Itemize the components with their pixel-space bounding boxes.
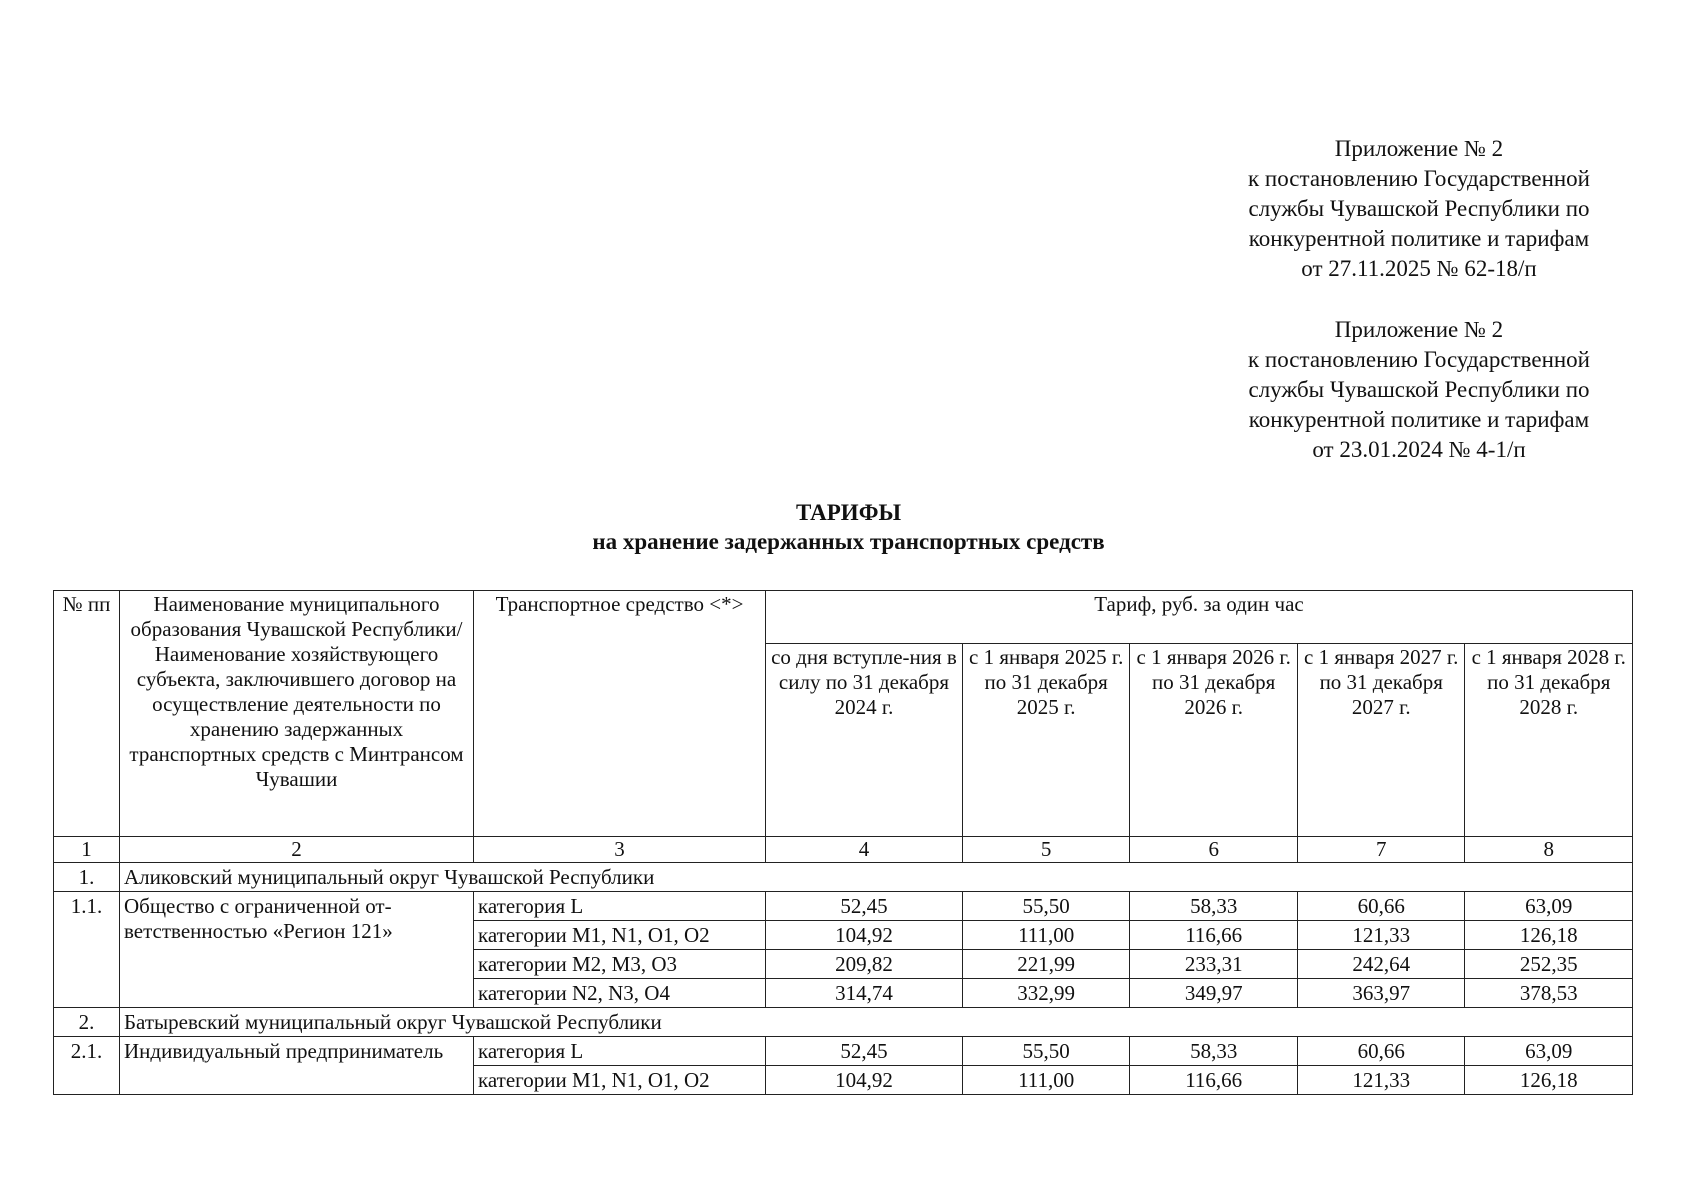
appendix-line: конкурентной политике и тарифам — [1248, 407, 1590, 432]
tariff-value: 363,97 — [1297, 979, 1465, 1008]
header-period: с 1 января 2026 г. по 31 декабря 2026 г. — [1130, 644, 1298, 837]
tariff-value: 221,99 — [962, 950, 1130, 979]
header-period: с 1 января 2027 г. по 31 декабря 2027 г. — [1297, 644, 1465, 837]
tariff-value: 104,92 — [766, 921, 963, 950]
section-row — [54, 1008, 1633, 1037]
appendix-line: службы Чувашской Республики по — [1248, 196, 1590, 221]
tariff-value: 349,97 — [1130, 979, 1298, 1008]
column-number: 8 — [1465, 837, 1633, 863]
column-number: 2 — [120, 837, 474, 863]
header-period: со дня вступле-ния в силу по 31 декабря 2024 г. — [766, 644, 963, 837]
appendix-block-original — [1209, 315, 1629, 465]
tariff-value: 121,33 — [1297, 1066, 1465, 1095]
tariff-value: 63,09 — [1465, 892, 1633, 921]
header-tariff-group: Тариф, руб. за один час — [766, 591, 1633, 644]
tariff-value: 52,45 — [766, 892, 963, 921]
appendix-line: службы Чувашской Республики по — [1248, 377, 1590, 402]
tariff-value: 111,00 — [962, 921, 1130, 950]
tariff-value: 55,50 — [962, 1037, 1130, 1066]
tariff-value: 104,92 — [766, 1066, 963, 1095]
vehicle-category: категория L — [474, 892, 766, 921]
tariff-value: 52,45 — [766, 1037, 963, 1066]
tariff-value: 60,66 — [1297, 892, 1465, 921]
tariff-value: 126,18 — [1465, 1066, 1633, 1095]
tariff-value: 252,35 — [1465, 950, 1633, 979]
vehicle-category: категория L — [474, 1037, 766, 1066]
vehicle-category: категории M1, N1, O1, O2 — [474, 1066, 766, 1095]
tariff-value: 314,74 — [766, 979, 963, 1008]
tariff-value: 58,33 — [1130, 892, 1298, 921]
tariff-value: 121,33 — [1297, 921, 1465, 950]
tariff-value: 116,66 — [1130, 1066, 1298, 1095]
appendix-line: Приложение № 2 — [1334, 317, 1504, 342]
column-number: 7 — [1297, 837, 1465, 863]
header-period: с 1 января 2028 г. по 31 декабря 2028 г. — [1465, 644, 1633, 837]
column-number: 4 — [766, 837, 963, 863]
entity-number: 1.1. — [54, 892, 120, 1008]
header-vehicle: Транспортное средство <*> — [474, 591, 766, 837]
vehicle-category: категории M1, N1, O1, O2 — [474, 921, 766, 950]
section-name: Батыревский муниципальный округ Чувашской Республики — [120, 1008, 1633, 1037]
column-number-row — [54, 837, 1633, 863]
section-number: 1. — [54, 863, 120, 892]
appendix-date-number: от 27.11.2025 № 62-18/п — [1301, 256, 1537, 281]
section-row — [54, 863, 1633, 892]
entity-name: Общество с ограниченной от-ветственностью «Регион 121» — [120, 892, 474, 1008]
header-row — [54, 591, 1633, 644]
section-name: Аликовский муниципальный округ Чувашской Республики — [120, 863, 1633, 892]
tariff-value: 378,53 — [1465, 979, 1633, 1008]
table-row — [54, 1037, 1633, 1066]
table-row — [54, 892, 1633, 921]
vehicle-category: категории M2, M3, O3 — [474, 950, 766, 979]
tariff-value: 233,31 — [1130, 950, 1298, 979]
tariff-value: 55,50 — [962, 892, 1130, 921]
tariff-value: 63,09 — [1465, 1037, 1633, 1066]
column-number: 1 — [54, 837, 120, 863]
tariff-value: 58,33 — [1130, 1037, 1298, 1066]
tariff-value: 209,82 — [766, 950, 963, 979]
column-number: 5 — [962, 837, 1130, 863]
tariff-value: 60,66 — [1297, 1037, 1465, 1066]
column-number: 6 — [1130, 837, 1298, 863]
header-number: № пп — [54, 591, 120, 837]
vehicle-category: категории N2, N3, O4 — [474, 979, 766, 1008]
tariff-value: 116,66 — [1130, 921, 1298, 950]
header-entity-name: Наименование муниципального образования Чувашской Республики/ Наименование хозяйствующего субъекта, заключившего договор на осуществление деятельности по хранению задержанных транспортных средств с Минтрансом Чувашии — [120, 591, 474, 837]
tariff-value: 332,99 — [962, 979, 1130, 1008]
appendix-line: Приложение № 2 — [1334, 136, 1504, 161]
entity-name: Индивидуальный предприниматель — [120, 1037, 474, 1095]
appendix-line: конкурентной политике и тарифам — [1248, 226, 1590, 251]
appendix-date-number: от 23.01.2024 № 4-1/п — [1312, 437, 1526, 462]
appendix-block-current — [1209, 134, 1629, 284]
appendix-line: к постановлению Государственной — [1248, 166, 1590, 191]
column-number: 3 — [474, 837, 766, 863]
appendix-line: к постановлению Государственной — [1248, 347, 1590, 372]
document-title: ТАРИФЫ — [795, 500, 902, 525]
tariff-value: 111,00 — [962, 1066, 1130, 1095]
tariffs-table — [53, 590, 1633, 1095]
document-subtitle: на хранение задержанных транспортных средств — [592, 529, 1105, 554]
tariff-value: 242,64 — [1297, 950, 1465, 979]
header-period: с 1 января 2025 г. по 31 декабря 2025 г. — [962, 644, 1130, 837]
tariff-value: 126,18 — [1465, 921, 1633, 950]
entity-number: 2.1. — [54, 1037, 120, 1095]
section-number: 2. — [54, 1008, 120, 1037]
